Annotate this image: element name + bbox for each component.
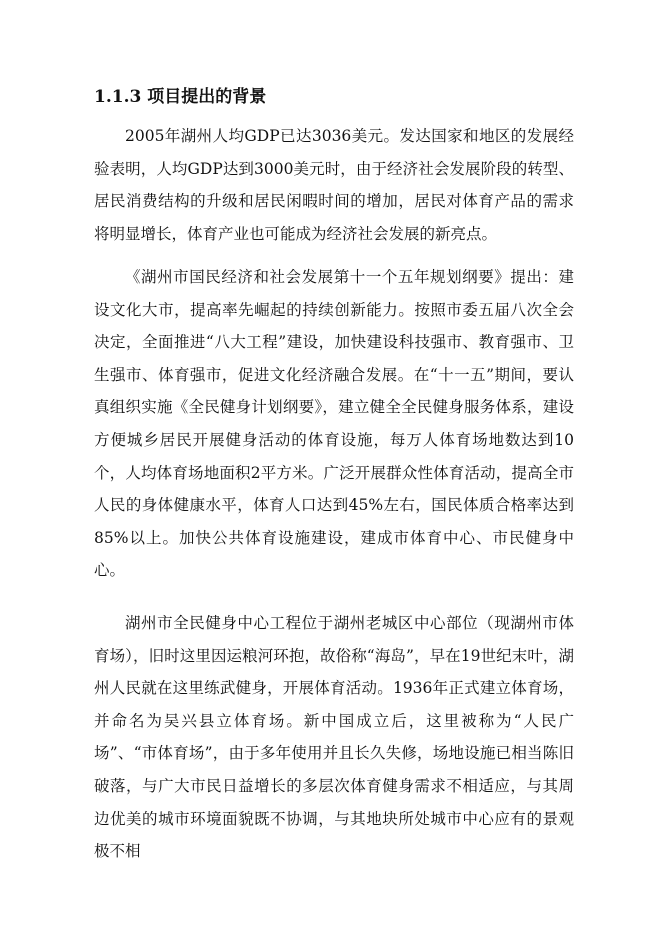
section-heading: 1.1.3 项目提出的背景	[94, 87, 267, 107]
paragraph-gdp-background: 2005年湖州人均GDP已达3036美元。发达国家和地区的发展经验表明，人均GDP达到3000美元时，由于经济社会发展阶段的转型、居民消费结构的升级和居民闲暇时间的增加，居民对体育产品的需求将明显增长，体育产业也可能成为经济社会发展的新亮点。	[94, 127, 574, 243]
paragraph-five-year-plan: 《湖州市国民经济和社会发展第十一个五年规划纲要》提出：建设文化大市，提高率先崛起的持续创新能力。按照市委五届八次全会决定，全面推进“八大工程”建设，加快建设科技强市、教育强市、卫生强市、体育强市，促进文化经济融合发展。在“十一五”期间，要认真组织实施《全民健身计划纲要》，建立健全全民健身服务体系，建设方便城乡居民开展健身活动的体育设施，每万人体育场地数达到10个，人均体育场地面积2平方米。广泛开展群众性体育活动，提高全市人民的身体健康水平，体育人口达到45%左右，国民体质合格率达到85%以上。加快公共体育设施建设，建成市体育中心、市民健身中心。	[94, 268, 574, 580]
paragraph-fitness-center-site: 湖州市全民健身中心工程位于湖州老城区中心部位（现湖州市体育场），旧时这里因运粮河环抱，故俗称“海岛”，早在19世纪末叶，湖州人民就在这里练武健身，开展体育活动。1936年正式建立体育场，并命名为吴兴县立体育场。新中国成立后，这里被称为“人民广场”、“市体育场”，由于多年使用并且长久失修，场地设施已相当陈旧破落，与广大市民日益增长的多层次体育健身需求不相适应，与其周边优美的城市环境面貌既不协调，与其地块所处城市中心应有的景观极不相	[94, 614, 574, 861]
